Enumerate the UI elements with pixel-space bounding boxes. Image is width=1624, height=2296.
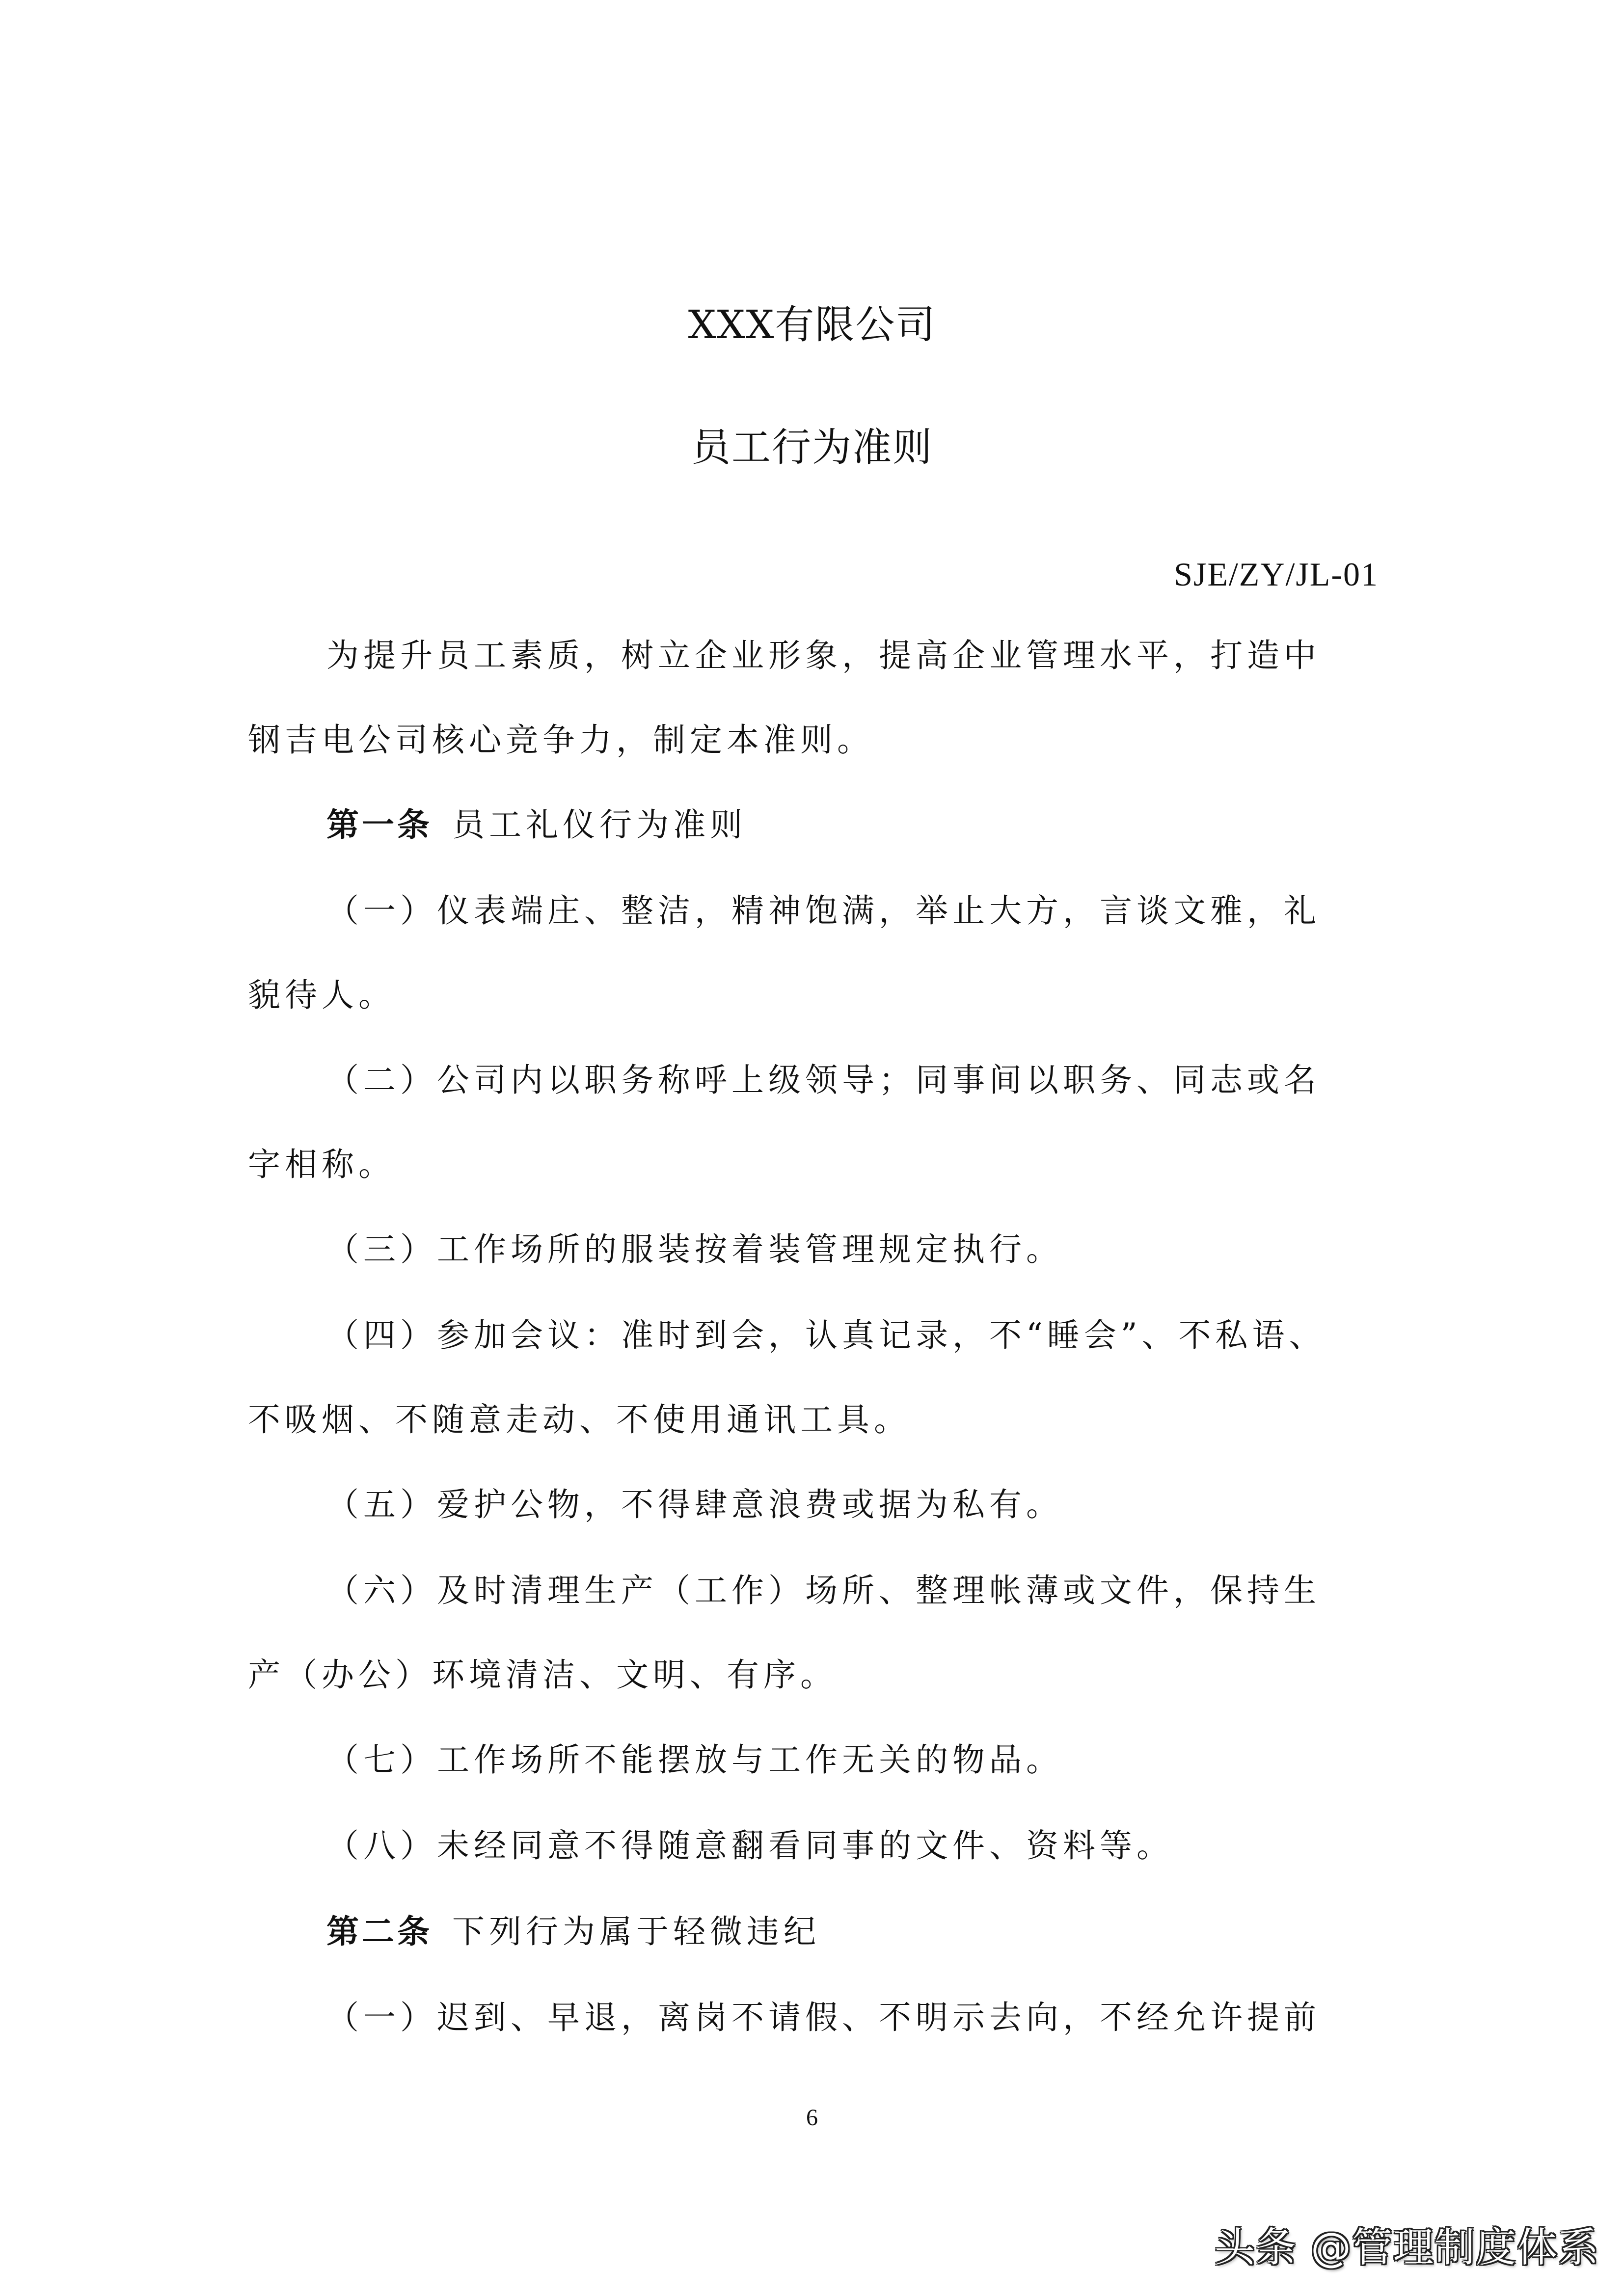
document-code: SJE/ZY/JL-01: [1174, 556, 1379, 593]
article-2-item-1: （一）迟到、早退，离岗不请假、不明示去向，不经允许提前: [326, 1999, 1321, 2036]
intro-paragraph: [248, 614, 1367, 782]
article-1-item-8: （八）未经同意不得随意翻看同事的文件、资料等。: [326, 1827, 1173, 1865]
watermark: 头条 @管理制度体系: [1214, 2224, 1599, 2271]
intro-line-1: 为提升员工素质，树立企业形象，提高企业管理水平，打造中: [326, 637, 1321, 674]
article-1-heading: [248, 783, 1367, 867]
article-1-item-1: （一）仪表端庄、整洁，精神饱满，举止大方，言谈文雅，礼 貌待人。: [248, 892, 1321, 1014]
article-1-item-5: （五）爱护公物，不得肆意浪费或据为私有。: [326, 1486, 1063, 1523]
article-1-label: 第一条: [326, 806, 433, 844]
article-1-title: 员工礼仪行为准则: [452, 806, 747, 844]
article-1-item-6: （六）及时清理生产（工作）场所、整理帐薄或文件，保持生 产（办公）环境清洁、文明、有序。: [248, 1572, 1321, 1694]
article-2-title: 下列行为属于轻微违纪: [452, 1913, 820, 1950]
intro-line-2: 钢吉电公司核心竞争力，制定本准则。: [248, 721, 874, 759]
article-2-heading: [248, 1890, 1367, 1974]
article-1-item-3: （三）工作场所的服装按着装管理规定执行。: [326, 1230, 1063, 1268]
article-1-item-2: （二）公司内以职务称呼上级领导；同事间以职务、同志或名 字相称。: [248, 1061, 1321, 1183]
article-1-item-7: （七）工作场所不能摆放与工作无关的物品。: [326, 1741, 1063, 1779]
article-2-label: 第二条: [326, 1913, 433, 1950]
article-1-item-4: （四）参加会议：准时到会，认真记录，不“睡会”、不私语、 不吸烟、不随意走动、不使用通讯工具。: [248, 1316, 1326, 1439]
company-title: XXX有限公司: [688, 302, 936, 347]
page-number: 6: [806, 2105, 818, 2131]
document-title: 员工行为准则: [691, 425, 933, 470]
